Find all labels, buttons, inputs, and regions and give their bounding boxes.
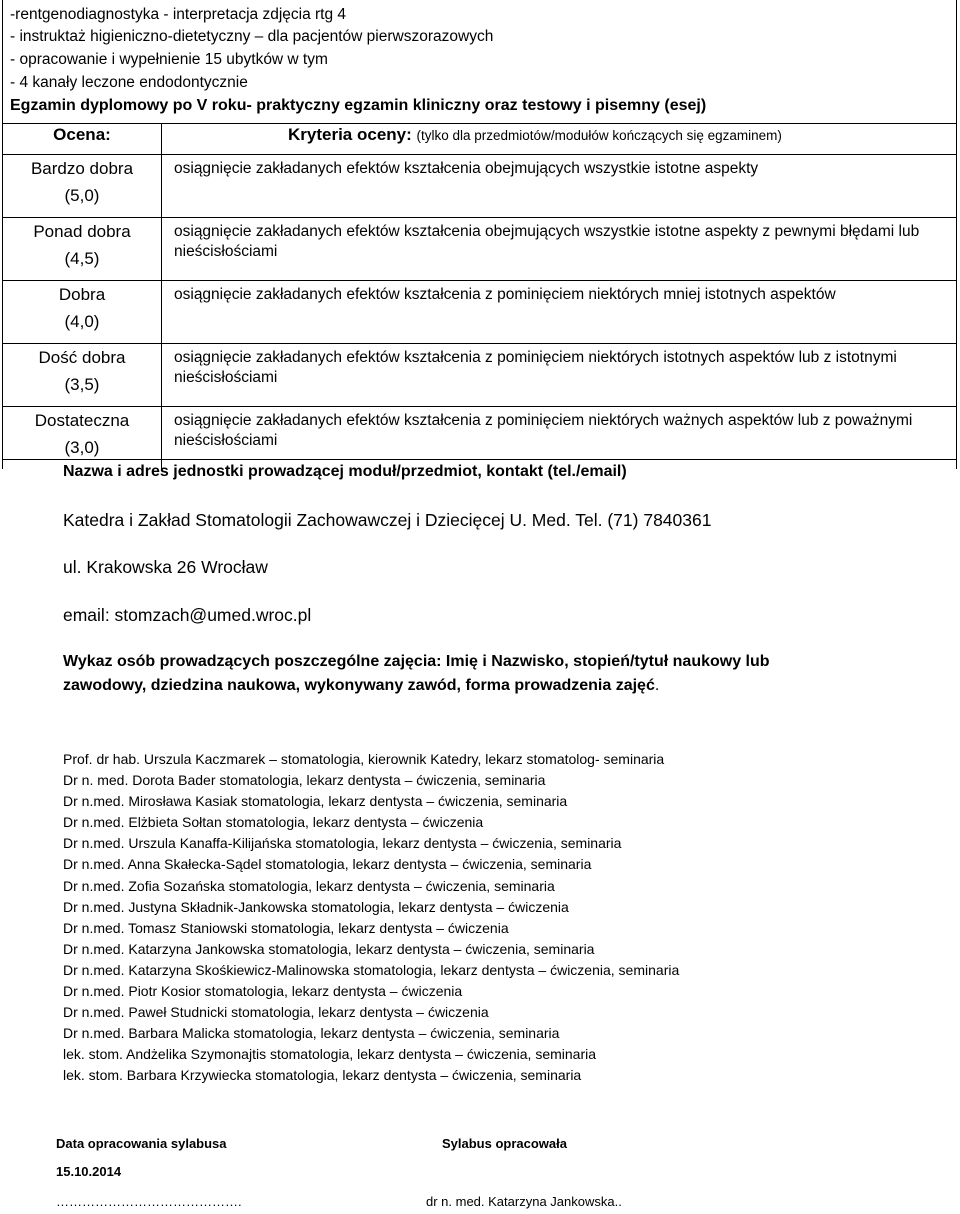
staff-heading-end: . [654, 677, 660, 694]
author-value: dr n. med. Katarzyna Jankowska.. [426, 1194, 622, 1209]
grade-cell [3, 344, 162, 407]
grade-row [3, 407, 957, 470]
staff-item: Dr n.med. Mirosława Kasiak stomatologia, lekarz dentysta – ćwiczenia, seminaria [63, 793, 568, 810]
staff-item: Dr n.med. Paweł Studnicki stomatologia, lekarz dentysta – ćwiczenia [63, 1004, 489, 1021]
staff-item: Dr n. med. Dorota Bader stomatologia, lekarz dentysta – ćwiczenia, seminaria [63, 772, 546, 789]
staff-item: Dr n.med. Katarzyna Jankowska stomatologia, lekarz dentysta – ćwiczenia, seminaria [63, 940, 595, 957]
grade-cell [3, 218, 162, 281]
staff-item: Dr n.med. Urszula Kanaffa-Kilijańska stomatologia, lekarz dentysta – ćwiczenia, seminaria [63, 835, 622, 852]
grade-cell [3, 155, 162, 218]
top-line-1: -rentgenodiagnostyka - interpretacja zdjęcia rtg 4 [10, 6, 347, 23]
grading-table [2, 123, 957, 469]
grade-row [3, 155, 957, 218]
criteria-header-title: Kryteria oceny: [288, 125, 412, 144]
unit-heading: Nazwa i adres jednostki prowadzącej moduł/przedmiot, kontakt (tel./email) [63, 463, 627, 480]
grade-name: Ponad dobra [33, 222, 131, 241]
criteria-cell: osiągnięcie zakładanych efektów kształcenia z pominięciem niektórych ważnych aspektów lub z poważnymi nieścisłościami [162, 407, 957, 470]
date-dots: ……………………………………. [56, 1194, 242, 1209]
grade-value: (4,0) [64, 312, 100, 331]
criteria-cell: osiągnięcie zakładanych efektów kształcenia z pominięciem niektórych mniej istotnych aspektów [162, 281, 957, 344]
grade-value: (4,5) [64, 249, 100, 268]
staff-item: lek. stom. Barbara Krzywiecka stomatologia, lekarz dentysta – ćwiczenia, seminaria [63, 1067, 582, 1084]
staff-item: Prof. dr hab. Urszula Kaczmarek – stomatologia, kierownik Katedry, lekarz stomatolog- seminaria [63, 751, 665, 767]
criteria-cell: osiągnięcie zakładanych efektów kształcenia obejmujących wszystkie istotne aspekty z pewnymi błędami lub nieścisłościami [162, 218, 957, 281]
staff-item: lek. stom. Andżelika Szymonajtis stomatologia, lekarz dentysta – ćwiczenia, seminaria [63, 1046, 597, 1063]
staff-heading-line-2 [63, 677, 659, 695]
unit-email: email: stomzach@umed.wroc.pl [63, 605, 312, 625]
grade-name: Dość dobra [38, 348, 126, 367]
top-line-3: - opracowanie i wypełnienie 15 ubytków w tym [10, 51, 328, 68]
criteria-header [162, 124, 957, 155]
date-value: 15.10.2014 [56, 1164, 122, 1179]
staff-item: Dr n.med. Tomasz Staniowski stomatologia, lekarz dentysta – ćwiczenia [63, 919, 509, 936]
author-label: Sylabus opracowała [442, 1136, 567, 1151]
staff-item: Dr n.med. Anna Skałecka-Sądel stomatologia, lekarz dentysta – ćwiczenia, seminaria [63, 856, 592, 873]
staff-heading-line-1: Wykaz osób prowadzących poszczególne zajęcia: Imię i Nazwisko, stopień/tytuł naukowy lub [63, 653, 770, 670]
criteria-cell: osiągnięcie zakładanych efektów kształcenia obejmujących wszystkie istotne aspekty [162, 155, 957, 218]
grade-value: (5,0) [64, 186, 100, 205]
grade-name: Bardzo dobra [30, 159, 134, 178]
grade-header: Ocena: [3, 124, 162, 155]
top-line-4: - 4 kanały leczone endodontycznie [10, 74, 248, 91]
grade-row [3, 344, 957, 407]
staff-item: Dr n.med. Piotr Kosior stomatologia, lekarz dentysta – ćwiczenia [63, 983, 463, 1000]
top-line-2: - instruktaż higieniczno-dietetyczny – dla pacjentów pierwszorazowych [10, 28, 494, 45]
grade-row [3, 218, 957, 281]
grade-value: (3,0) [64, 438, 100, 457]
staff-item: Dr n.med. Katarzyna Skośkiewicz-Malinowska stomatologia, lekarz dentysta – ćwiczenia, seminaria [63, 961, 680, 978]
date-label: Data opracowania sylabusa [56, 1136, 227, 1151]
staff-item: Dr n.med. Zofia Sozańska stomatologia, lekarz dentysta – ćwiczenia, seminaria [63, 877, 555, 894]
staff-heading-line-2-text: zawodowy, dziedzina naukowa, wykonywany zawód, forma prowadzenia zajęć [63, 677, 655, 694]
unit-address: ul. Krakowska 26 Wrocław [63, 557, 268, 577]
exam-line: Egzamin dyplomowy po V roku- praktyczny egzamin kliniczny oraz testowy i pisemny (esej) [10, 97, 707, 114]
grade-name: Dobra [58, 285, 106, 304]
grade-row [3, 281, 957, 344]
grade-value: (3,5) [64, 375, 100, 394]
staff-item: Dr n.med. Barbara Malicka stomatologia, lekarz dentysta – ćwiczenia, seminaria [63, 1025, 560, 1042]
grade-name: Dostateczna [34, 411, 130, 430]
staff-list [63, 749, 679, 1087]
staff-item: Dr n.med. Justyna Składnik-Jankowska stomatologia, lekarz dentysta – ćwiczenia [63, 898, 569, 915]
grading-header-row [3, 124, 957, 155]
grade-cell [3, 407, 162, 470]
criteria-header-note: (tylko dla przedmiotów/modułów kończących się egzaminem) [416, 128, 782, 143]
unit-name-tel: Katedra i Zakład Stomatologii Zachowawczej i Dziecięcej U. Med. Tel. (71) 7840361 [63, 510, 712, 530]
staff-item: Dr n.med. Elżbieta Sołtan stomatologia, lekarz dentysta – ćwiczenia [63, 814, 484, 831]
grade-cell [3, 281, 162, 344]
criteria-cell: osiągnięcie zakładanych efektów kształcenia z pominięciem niektórych istotnych aspektów lub z istotnymi nieścisłościami [162, 344, 957, 407]
